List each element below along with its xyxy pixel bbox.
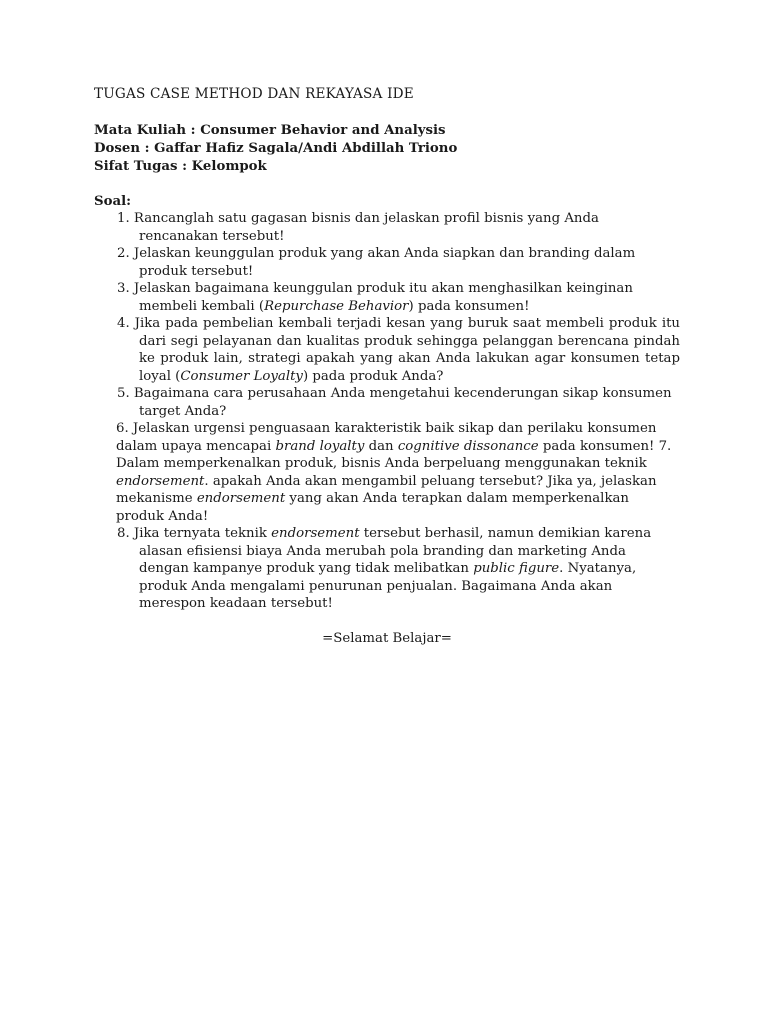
question-3-text-a: 3. Jelaskan bagaimana keunggulan produk itu akan menghasilkan keinginan membeli kembali ( (117, 281, 633, 314)
question-8-term-2: public figure (473, 561, 560, 576)
question-5: 5. Bagaimana cara perusahaan Anda mengetahui kecenderungan sikap konsumen target Anda? (117, 386, 672, 419)
question-7-term-2: endorsement (196, 491, 286, 506)
question-1: 1. Rancanglah satu gagasan bisnis dan jelaskan profil bisnis yang Anda rencanakan tersebut! (117, 211, 599, 244)
question-6-text-c: pada konsumen! 7. Dalam memperkenalkan produk, bisnis Anda berpeluang menggunakan teknik (116, 438, 672, 471)
question-3 (94, 280, 680, 315)
question-6-term-1: brand loyalty (275, 438, 365, 454)
question-7-text-e: yang akan Anda terapkan dalam memperkenalkan produk Anda! (116, 491, 629, 524)
question-4-text-b: ) pada produk Anda? (302, 368, 444, 384)
question-6-term-2: cognitive dissonance (397, 438, 539, 454)
question-8-text-c: . Nyatanya, produk Anda mengalami penurunan penjualan. Bagaimana Anda akan merespon keadaan tersebut! (139, 561, 637, 611)
question-4-text-a: 4. Jika pada pembelian kembali terjadi kesan yang buruk saat membeli produk itu dari segi pelayanan dan kualitas produk sehingga pelanggan berencana pindah ke produk lain, strategi apakah yang akan Anda lakukan agar konsumen tetap loyal ( (117, 316, 680, 384)
question-4 (94, 315, 680, 385)
document-title: TUGAS CASE METHOD DAN REKAYASA IDE (94, 86, 414, 102)
question-4-term: Consumer Loyalty (180, 368, 303, 384)
question-list (94, 210, 680, 613)
question-8-text-b: tersebut berhasil, namun demikian karena alasan efisiensi biaya Anda merubah pola branding dan marketing Anda dengan kampanye produk yang tidak melibatkan (139, 526, 652, 576)
question-6-text-b: dan (364, 438, 398, 454)
course-meta (94, 122, 680, 176)
question-8-text-a: 8. Jika ternyata teknik (117, 526, 272, 541)
question-8-term-1: endorsement (271, 526, 360, 541)
closing-line: =Selamat Belajar= (322, 630, 452, 646)
lecturer: Dosen : Gaffar Hafiz Sagala/Andi Abdillah Triono (94, 140, 458, 156)
question-7-text-d: . apakah Anda akan mengambil peluang tersebut? Jika ya, jelaskan mekanisme (116, 473, 657, 506)
question-6-text-a: 6. Jelaskan urgensi penguasaan karakteristik baik sikap dan perilaku konsumen dalam upaya mencapai (116, 421, 657, 454)
question-7-term-1: endorsement (116, 473, 205, 489)
question-2: 2. Jelaskan keunggulan produk yang akan Anda siapkan dan branding dalam produk tersebut! (117, 246, 636, 279)
assignment-type: Sifat Tugas : Kelompok (94, 158, 267, 174)
question-6-7 (94, 420, 680, 525)
questions-heading: Soal: (94, 193, 132, 209)
document-page (94, 86, 680, 647)
question-3-text-b: ) pada konsumen! (408, 298, 530, 314)
course-name: Mata Kuliah : Consumer Behavior and Analysis (94, 122, 446, 138)
question-3-term: Repurchase Behavior (264, 298, 409, 314)
question-8 (94, 525, 680, 613)
